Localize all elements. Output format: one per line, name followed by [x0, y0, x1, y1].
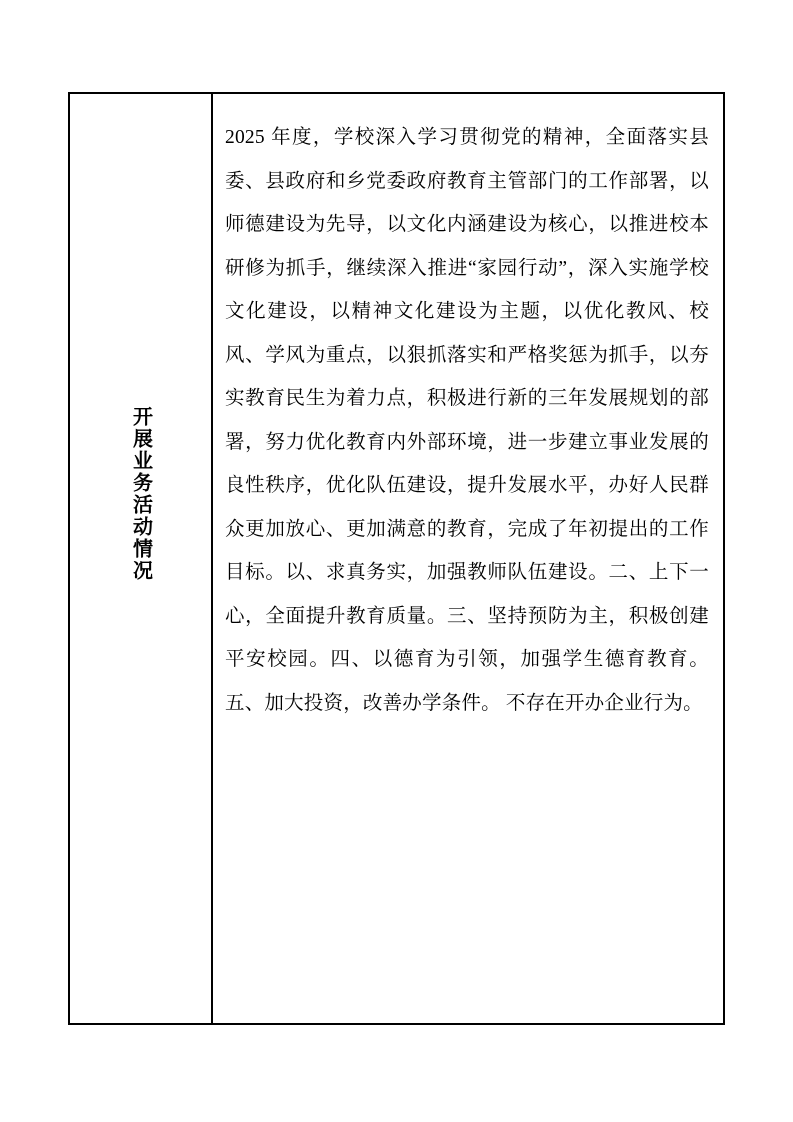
- activity-label: 开展业务活动情况: [129, 406, 152, 582]
- activity-content: 2025 年度，学校深入学习贯彻党的精神，全面落实县委、县政府和乡党委政府教育主管部门的工作部署，以师德建设为先导，以文化内涵建设为核心，以推进校本研修为抓手，继续深入推进“家园行动”，深入实施学校文化建设，以精神文化建设为主题，以优化教风、校风、学风为重点，以狠抓落实和严格奖惩为抓手，以夯实教育民生为着力点，积极进行新的三年发展规划的部署，努力优化教育内外部环境，进一步建立事业发展的良性秩序，优化队伍建设，提升发展水平，办好人民群众更加放心、更加满意的教育，完成了年初提出的工作目标。以、求真务实，加强教师队伍建设。二、上下一心，全面提升教育质量。三、坚持预防为主，积极创建平安校园。四、以德育为引领，加强学生德育教育。五、加大投资，改善办学条件。 不存在开办企业行为。: [225, 127, 709, 714]
- table-row-label-cell: [70, 94, 213, 1023]
- table-row-content-cell: [213, 94, 723, 1023]
- activity-table: [68, 92, 725, 1025]
